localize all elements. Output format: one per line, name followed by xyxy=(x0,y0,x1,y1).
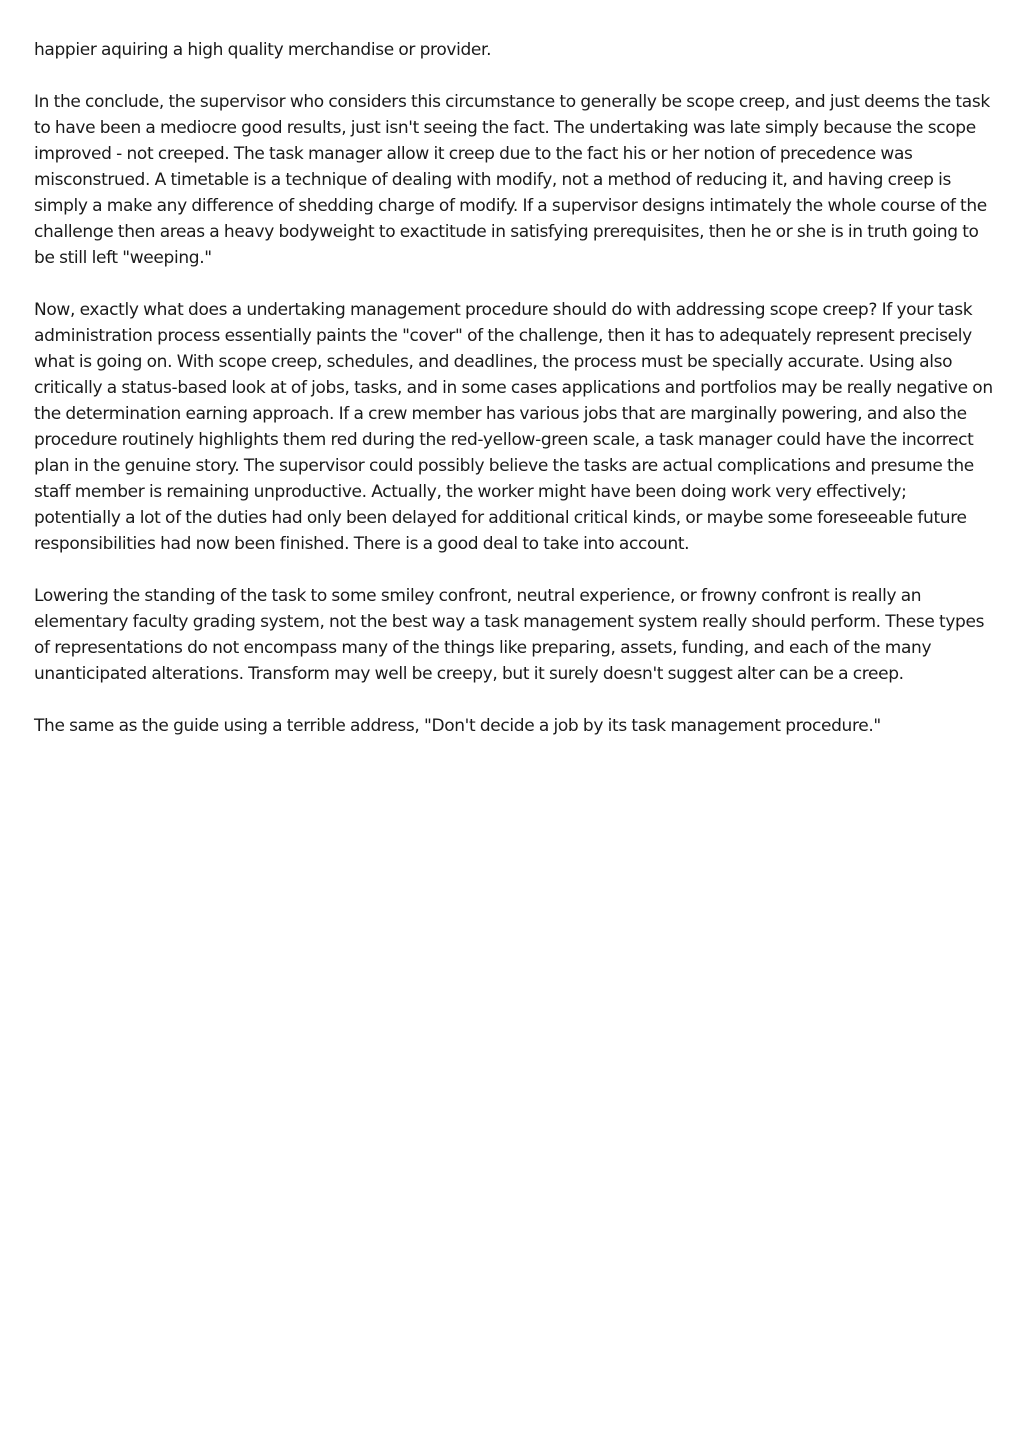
paragraph: Lowering the standing of the task to some smiley confront, neutral experience, or frowny confront is really an elementary faculty grading system, not the best way a task management system really should perform. These types of representations do not encompass many of the things like preparing, assets, funding, and each of the many unanticipated alterations. Transform may well be creepy, but it surely doesn't suggest alter can be a creep. xyxy=(34,586,985,684)
document-body xyxy=(34,37,996,765)
paragraph: The same as the guide using a terrible address, "Don't decide a job by its task management procedure." xyxy=(34,716,881,736)
paragraph: Now, exactly what does a undertaking management procedure should do with addressing scope creep? If your task administration process essentially paints the "cover" of the challenge, then it has to adequately represent precisely what is going on. With scope creep, schedules, and deadlines, the process must be specially accurate. Using also critically a status-based look at of jobs, tasks, and in some cases applications and portfolios may be really negative on the determination earning approach. If a crew member has various jobs that are marginally powering, and also the procedure routinely highlights them red during the red-yellow-green scale, a task manager could have the incorrect plan in the genuine story. The supervisor could possibly believe the tasks are actual complications and presume the staff member is remaining unproductive. Actually, the worker might have been doing work very effectively; potentially a lot of the duties had only been delayed for additional critical kinds, or maybe some foreseeable future responsibilities had now been finished. There is a good deal to take into account. xyxy=(34,300,993,554)
paragraph: In the conclude, the supervisor who considers this circumstance to generally be scope creep, and just deems the task to have been a mediocre good results, just isn't seeing the fact. The undertaking was late simply because the scope improved - not creeped. The task manager allow it creep due to the fact his or her notion of precedence was misconstrued. A timetable is a technique of dealing with modify, not a method of reducing it, and having creep is simply a make any difference of shedding charge of modify. If a supervisor designs intimately the whole course of the challenge then areas a heavy bodyweight to exactitude in satisfying prerequisites, then he or she is in truth going to be still left "weeping." xyxy=(34,92,990,268)
paragraph: happier aquiring a high quality merchandise or provider. xyxy=(34,40,492,60)
